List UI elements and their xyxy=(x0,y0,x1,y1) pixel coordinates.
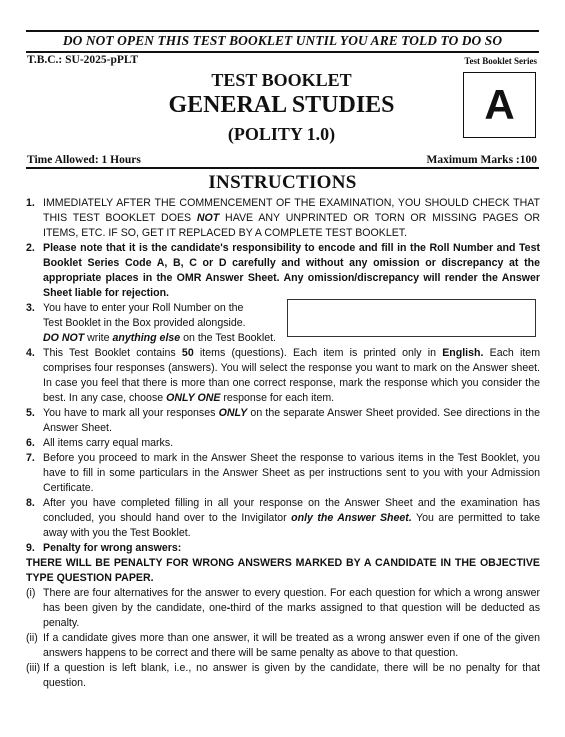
point-number: (i) xyxy=(26,587,36,599)
booklet-title: TEST BOOKLET xyxy=(211,70,352,90)
top-rule xyxy=(26,30,539,32)
item-number: 2. xyxy=(26,242,35,254)
item-number: 8. xyxy=(26,497,35,509)
topic-title: (POLITY 1.0) xyxy=(227,124,336,144)
tbc-code: T.B.C.: SU-2025-pPLT xyxy=(27,54,139,66)
penalty-point-1: (i) There are four alternatives for the answer to every question. For each question for which a wrong answer has been given by the candidate, one-third of the marks assigned to that question will be deducted as penalty. xyxy=(26,587,540,629)
series-label: Test Booklet Series xyxy=(464,56,537,66)
instruction-item-3: 3. You have to enter your Roll Number on the Test Booklet in the Box provided alongside. DO NOT write anything else on the Test Booklet. xyxy=(26,302,276,344)
warning-banner: DO NOT OPEN THIS TEST BOOKLET UNTIL YOU ARE TOLD TO DO SO xyxy=(62,33,503,48)
penalty-heading: THERE WILL BE PENALTY FOR WRONG ANSWERS MARKED BY A CANDIDATE IN THE OBJECTIVE TYPE QUESTION PAPER. xyxy=(26,557,540,584)
point-number: (iii) xyxy=(26,662,41,674)
instruction-item-6: 6. All items carry equal marks. xyxy=(26,437,174,449)
instruction-item-1: 1. IMMEDIATELY AFTER THE COMMENCEMENT OF THE EXAMINATION, YOU SHOULD CHECK THAT THIS TEST BOOKLET DOES NOT HAVE ANY UNPRINTED OR TORN OR MISSING PAGES OR ITEMS, ETC. IF SO, GET IT REPLACED BY A COMPLETE TEST BOOKLET. xyxy=(26,197,541,239)
item-number: 9. xyxy=(26,542,35,554)
instruction-item-7: 7. Before you proceed to mark in the Answer Sheet the response to various items in the Test Booklet, you have to fill in some particulars in the Answer Sheet as per instructions sent to you with your Admission Certificate. xyxy=(26,452,540,494)
item-number: 4. xyxy=(26,347,35,359)
subject-title: GENERAL STUDIES xyxy=(168,92,395,118)
warning-underline xyxy=(26,51,539,53)
penalty-point-2: (ii) If a candidate gives more than one answer, it will be treated as a wrong answer even if one of the given answers happens to be correct and there will be same penalty as above to that question. xyxy=(26,632,540,659)
series-code: A xyxy=(484,81,515,128)
instruction-item-5: 5. You have to mark all your responses ONLY on the separate Answer Sheet provided. See directions in the Answer Sheet. xyxy=(26,407,540,434)
item-number: 1. xyxy=(26,197,35,209)
item-number: 6. xyxy=(26,437,35,449)
instructions-list xyxy=(26,196,540,691)
series-code-box xyxy=(463,72,536,138)
max-marks: Maximum Marks :100 xyxy=(426,154,537,166)
penalty-point-3: (iii) If a question is left blank, i.e., no answer is given by the candidate, there will be no penalty for that question. xyxy=(26,662,540,689)
item-number: 5. xyxy=(26,407,35,419)
instructions-heading: INSTRUCTIONS xyxy=(208,172,357,193)
point-number: (ii) xyxy=(26,632,38,644)
instruction-item-4: 4. This Test Booklet contains 50 items (questions). Each item is printed only in English. Each item comprises four responses (answers). You will select the response you want to mark on the Answer sheet. In case you feel that there is more than one correct response, mark the response which you consider the best. In any case, choose ONLY ONE response for each item. xyxy=(26,347,541,404)
header-bottom-rule xyxy=(26,167,539,169)
instruction-item-2: 2. Please note that it is the candidate's responsibility to encode and fill in the Roll Number and Test Booklet Series Code A, B, C or D carefully and without any omission or discrepancy at the appropriate places in the OMR Answer Sheet. Any omission/discrepancy will render the Answer Sheet liable for rejection. xyxy=(26,242,540,299)
item-number: 7. xyxy=(26,452,35,464)
instruction-item-9: 9. Penalty for wrong answers: xyxy=(26,542,182,554)
time-allowed: Time Allowed: 1 Hours xyxy=(27,154,141,166)
instruction-item-8: 8. After you have completed filling in all your response on the Answer Sheet and the examination has concluded, you should hand over to the Invigilator only the Answer Sheet. You are permitted to take away with you the Test Booklet. xyxy=(26,497,540,539)
item-number: 3. xyxy=(26,302,35,314)
